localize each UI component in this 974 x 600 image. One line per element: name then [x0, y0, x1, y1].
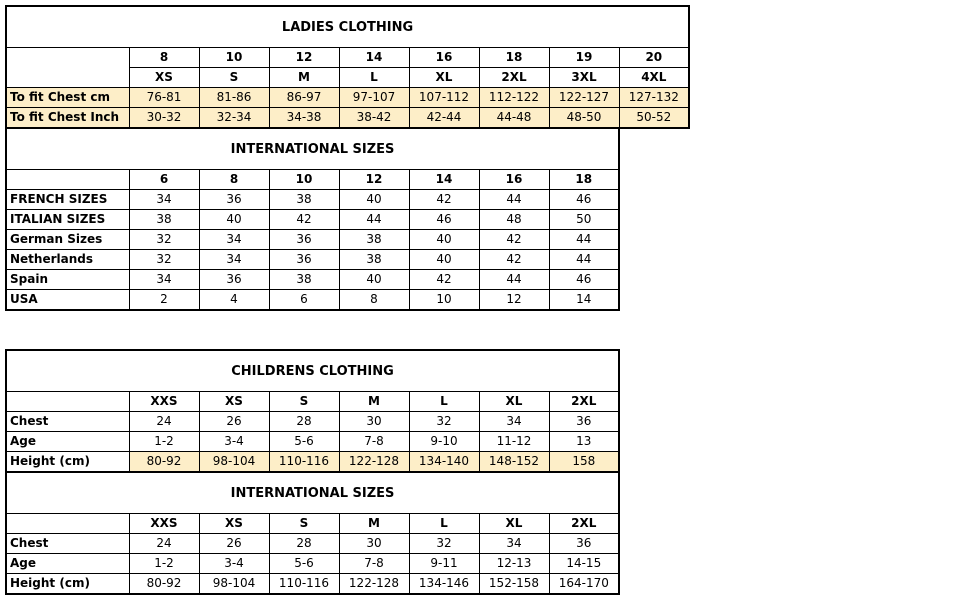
children-size-row: [6, 392, 619, 412]
table-cell: 122-128: [339, 452, 409, 473]
table-cell: 44-48: [479, 108, 549, 129]
childrens-clothing-title: CHILDRENS CLOTHING: [6, 350, 619, 392]
table-cell: 32: [129, 230, 199, 250]
table-cell: 30-32: [129, 108, 199, 129]
ladies-uk-size: 8: [129, 48, 199, 68]
table-cell: 32: [129, 250, 199, 270]
table-cell: 24: [129, 534, 199, 554]
table-cell: 44: [549, 230, 619, 250]
ladies-chest-inch-row: [6, 108, 689, 129]
row-label: Chest: [6, 534, 129, 554]
table-cell: 7-8: [339, 432, 409, 452]
table-cell: 5-6: [269, 432, 339, 452]
table-cell: 34: [199, 230, 269, 250]
table-cell: 36: [199, 190, 269, 210]
table-cell: 122-127: [549, 88, 619, 108]
size-header: 14: [409, 170, 479, 190]
size-header: 2XL: [549, 514, 619, 534]
table-cell: 7-8: [339, 554, 409, 574]
table-row: [6, 432, 619, 452]
size-header: L: [409, 514, 479, 534]
ladies-international-title: INTERNATIONAL SIZES: [6, 129, 619, 170]
row-label: Age: [6, 554, 129, 574]
size-header: L: [409, 392, 479, 412]
ladies-uk-size: 18: [479, 48, 549, 68]
table-cell: 32: [409, 534, 479, 554]
table-cell: 34: [479, 412, 549, 432]
table-cell: 134-146: [409, 574, 479, 595]
table-cell: 44: [479, 270, 549, 290]
table-cell: 3-4: [199, 432, 269, 452]
ladies-letter-size: S: [199, 68, 269, 88]
table-row: [6, 554, 619, 574]
table-cell: 1-2: [129, 432, 199, 452]
ladies-uk-size: 12: [269, 48, 339, 68]
table-cell: 12: [479, 290, 549, 311]
table-cell: 98-104: [199, 574, 269, 595]
table-cell: 38: [269, 270, 339, 290]
table-cell: 5-6: [269, 554, 339, 574]
table-cell: 32: [409, 412, 479, 432]
size-header: 18: [549, 170, 619, 190]
table-cell: 40: [199, 210, 269, 230]
table-cell: 40: [339, 190, 409, 210]
table-cell: 86-97: [269, 88, 339, 108]
table-row: [6, 574, 619, 595]
size-header: S: [269, 514, 339, 534]
table-cell: 46: [549, 270, 619, 290]
table-cell: 48-50: [549, 108, 619, 129]
table-cell: 9-10: [409, 432, 479, 452]
ladies-chest-cm-row: [6, 88, 689, 108]
size-header: 16: [479, 170, 549, 190]
size-header: 6: [129, 170, 199, 190]
table-cell: 42-44: [409, 108, 479, 129]
table-cell: 38: [339, 230, 409, 250]
header-blank: [6, 514, 129, 534]
size-header: XXS: [129, 514, 199, 534]
size-header: 12: [339, 170, 409, 190]
ladies-clothing-title: LADIES CLOTHING: [6, 6, 689, 48]
table-cell: 14: [549, 290, 619, 311]
row-label: To fit Chest cm: [6, 88, 129, 108]
header-blank: [6, 170, 129, 190]
ladies-letter-size: 4XL: [619, 68, 689, 88]
row-label: Netherlands: [6, 250, 129, 270]
ladies-uk-size: 10: [199, 48, 269, 68]
table-cell: 36: [269, 250, 339, 270]
row-label: USA: [6, 290, 129, 311]
size-header: 10: [269, 170, 339, 190]
table-cell: 46: [409, 210, 479, 230]
table-cell: 36: [549, 534, 619, 554]
table-row: [6, 290, 619, 311]
ladies-intl-size-row: [6, 170, 619, 190]
table-cell: 3-4: [199, 554, 269, 574]
table-cell: 110-116: [269, 574, 339, 595]
ladies-letter-size: XS: [129, 68, 199, 88]
table-cell: 122-128: [339, 574, 409, 595]
table-cell: 14-15: [549, 554, 619, 574]
table-cell: 42: [409, 190, 479, 210]
table-cell: 13: [549, 432, 619, 452]
table-cell: 40: [339, 270, 409, 290]
table-cell: 34: [129, 190, 199, 210]
table-cell: 80-92: [129, 574, 199, 595]
table-cell: 34: [199, 250, 269, 270]
table-row: [6, 452, 619, 473]
table-cell: 44: [339, 210, 409, 230]
table-cell: 50: [549, 210, 619, 230]
childrens-international-title: INTERNATIONAL SIZES: [6, 473, 619, 514]
table-cell: 164-170: [549, 574, 619, 595]
table-cell: 28: [269, 412, 339, 432]
row-label: To fit Chest Inch: [6, 108, 129, 129]
ladies-uk-size: 16: [409, 48, 479, 68]
size-header: XL: [479, 392, 549, 412]
size-header: M: [339, 514, 409, 534]
table-cell: 44: [479, 190, 549, 210]
size-header: XXS: [129, 392, 199, 412]
row-label: FRENCH SIZES: [6, 190, 129, 210]
row-label: German Sizes: [6, 230, 129, 250]
table-cell: 34: [129, 270, 199, 290]
table-cell: 158: [549, 452, 619, 473]
table-row: [6, 210, 619, 230]
table-cell: 110-116: [269, 452, 339, 473]
table-row: [6, 230, 619, 250]
table-cell: 42: [269, 210, 339, 230]
size-header: XL: [479, 514, 549, 534]
table-cell: 28: [269, 534, 339, 554]
children-intl-size-row: [6, 514, 619, 534]
table-cell: 4: [199, 290, 269, 311]
table-cell: 112-122: [479, 88, 549, 108]
table-row: [6, 412, 619, 432]
table-cell: 38: [129, 210, 199, 230]
size-header: 2XL: [549, 392, 619, 412]
table-cell: 10: [409, 290, 479, 311]
table-cell: 36: [269, 230, 339, 250]
table-cell: 26: [199, 534, 269, 554]
table-cell: 30: [339, 534, 409, 554]
table-cell: 42: [409, 270, 479, 290]
table-cell: 34: [479, 534, 549, 554]
ladies-uk-size: 19: [549, 48, 619, 68]
row-label: Height (cm): [6, 452, 129, 473]
table-cell: 34-38: [269, 108, 339, 129]
table-cell: 50-52: [619, 108, 689, 129]
table-cell: 9-11: [409, 554, 479, 574]
childrens-clothing-table: [5, 349, 620, 473]
row-label: Spain: [6, 270, 129, 290]
table-cell: 11-12: [479, 432, 549, 452]
ladies-letter-size: XL: [409, 68, 479, 88]
table-cell: 46: [549, 190, 619, 210]
table-cell: 148-152: [479, 452, 549, 473]
table-cell: 48: [479, 210, 549, 230]
ladies-header-blank: [6, 48, 129, 88]
table-cell: 134-140: [409, 452, 479, 473]
row-label: ITALIAN SIZES: [6, 210, 129, 230]
table-cell: 76-81: [129, 88, 199, 108]
table-cell: 152-158: [479, 574, 549, 595]
table-cell: 44: [549, 250, 619, 270]
table-cell: 127-132: [619, 88, 689, 108]
table-cell: 26: [199, 412, 269, 432]
table-cell: 81-86: [199, 88, 269, 108]
table-row: [6, 534, 619, 554]
table-cell: 1-2: [129, 554, 199, 574]
table-cell: 40: [409, 250, 479, 270]
ladies-letter-size: L: [339, 68, 409, 88]
size-header: 8: [199, 170, 269, 190]
table-cell: 2: [129, 290, 199, 311]
ladies-international-sizes-table: [5, 128, 620, 311]
table-cell: 40: [409, 230, 479, 250]
table-cell: 38: [269, 190, 339, 210]
childrens-international-sizes-table: [5, 472, 620, 595]
table-row: [6, 190, 619, 210]
ladies-uk-size: 14: [339, 48, 409, 68]
table-row: [6, 270, 619, 290]
table-row: [6, 250, 619, 270]
table-cell: 98-104: [199, 452, 269, 473]
ladies-letter-size: M: [269, 68, 339, 88]
row-label: Age: [6, 432, 129, 452]
ladies-letter-size: 2XL: [479, 68, 549, 88]
row-label: Chest: [6, 412, 129, 432]
ladies-letter-size: 3XL: [549, 68, 619, 88]
ladies-uk-size: 20: [619, 48, 689, 68]
table-cell: 80-92: [129, 452, 199, 473]
header-blank: [6, 392, 129, 412]
table-cell: 6: [269, 290, 339, 311]
table-cell: 107-112: [409, 88, 479, 108]
row-label: Height (cm): [6, 574, 129, 595]
size-header: S: [269, 392, 339, 412]
table-cell: 8: [339, 290, 409, 311]
table-cell: 97-107: [339, 88, 409, 108]
table-cell: 36: [199, 270, 269, 290]
table-cell: 42: [479, 230, 549, 250]
table-cell: 42: [479, 250, 549, 270]
ladies-clothing-table: [5, 5, 690, 129]
size-header: XS: [199, 514, 269, 534]
size-header: M: [339, 392, 409, 412]
table-cell: 24: [129, 412, 199, 432]
table-cell: 38: [339, 250, 409, 270]
ladies-uk-size-row: [6, 48, 689, 68]
table-cell: 12-13: [479, 554, 549, 574]
table-cell: 38-42: [339, 108, 409, 129]
size-header: XS: [199, 392, 269, 412]
table-cell: 32-34: [199, 108, 269, 129]
table-cell: 30: [339, 412, 409, 432]
table-cell: 36: [549, 412, 619, 432]
